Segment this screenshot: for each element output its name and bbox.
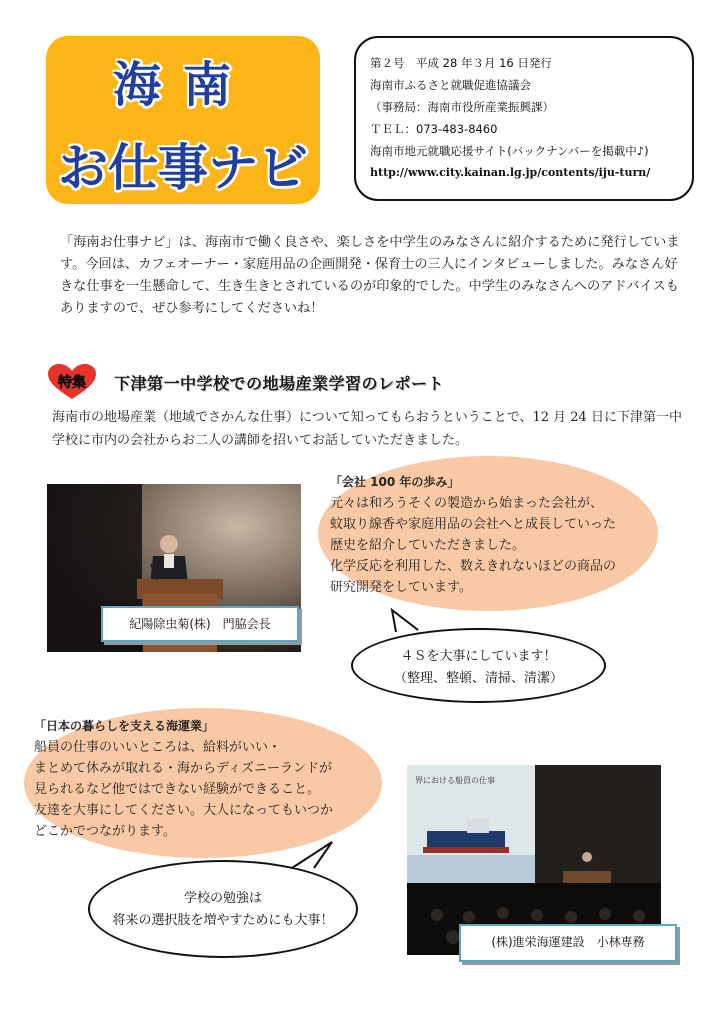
newsletter-title-line2: お仕事ナビ xyxy=(58,139,308,197)
section1-line: 化学反応を利用した、数えきれないほどの商品の xyxy=(330,559,617,574)
section1-line: 元々は和ろうそくの製造から始まった会社が、 xyxy=(330,496,604,511)
website-url[interactable]: http://www.city.kainan.lg.jp/contents/iju-turn/ xyxy=(370,166,651,179)
bubble2-line: 学校の勉強は xyxy=(183,891,262,906)
bubble1-line: （整理、整頓、清掃、清潔） xyxy=(393,671,563,686)
newsletter-title-block xyxy=(46,36,320,204)
section2-line: 見られるなど他ではできない経験ができること。 xyxy=(34,782,321,797)
section1-title: 「会社 100 年の歩み」 xyxy=(330,475,460,489)
intro-paragraph: 「海南お仕事ナビ」は、海南市で働く良さや、楽しさを中学生のみなさんに紹介するために発行しています。今回は、カフェオーナー・家庭用品の企画開発・保育士の三人にインタビューしました。みなさん好きな仕事を一生懸命して、生き生きとされているのが印象的でした。中学生のみなさんへのアドバイスもありますので、ぜひ参考にしてくださいね！ xyxy=(60,235,680,316)
feature-description: 海南市の地場産業（地域でさかんな仕事）について知ってもらおうということで、12 月 24 日に下津第一中学校に市内の会社からお二人の講師を招いてお話していただきました。 xyxy=(52,410,682,448)
website-label: 海南市地元就職応援サイト(バックナンバーを掲載中♪) xyxy=(370,144,649,158)
section2-line: まとめて休みが取れる・海からディズニーランドが xyxy=(34,761,332,776)
section2-text xyxy=(34,716,394,842)
section2-line: 船員の仕事のいいところは、給料がいい・ xyxy=(34,740,282,755)
section2-title: 「日本の暮らしを支える海運業」 xyxy=(34,719,215,733)
bubble2-tail xyxy=(288,840,334,870)
publication-info-box xyxy=(354,36,694,201)
bubble1-line: ４Ｓを大事にしています！ xyxy=(400,649,557,664)
organization-name: 海南市ふるさと就職促進協議会 xyxy=(370,78,531,92)
bubble1-tail xyxy=(390,608,430,634)
bubble2-line: 将来の選択肢を増やすためにも大事！ xyxy=(112,913,334,928)
issue-info: 第２号 平成 28 年３月 16 日発行 xyxy=(370,56,552,70)
speech-bubble-1 xyxy=(351,628,606,703)
section1-line: 研究開発をしています。 xyxy=(330,580,472,595)
section2-line: 友達を大事にしてください。大人になってもいつか xyxy=(34,803,334,818)
photo-caption-2: (株)進栄海運建設 小林専務 xyxy=(459,924,677,962)
section1-line: 蚊取り線香や家庭用品の会社へと成長していった xyxy=(330,517,617,532)
speech-bubble-2 xyxy=(88,860,358,958)
slide-text: 界における船員の仕事 xyxy=(415,776,495,785)
heart-icon xyxy=(46,363,98,401)
photo-caption-1: 紀陽除虫菊(株) 門脇会長 xyxy=(101,606,299,642)
feature-badge: 特集 xyxy=(58,375,86,391)
newsletter-title-line1: 海南 xyxy=(112,57,253,113)
phone-number: ＴＥＬ：073-483-8460 xyxy=(370,122,498,136)
office-info: （事務局：海南市役所産業振興課） xyxy=(370,100,554,114)
feature-title: 下津第一中学校での地場産業学習のレポート xyxy=(114,374,445,393)
section1-text xyxy=(330,472,670,598)
section1-line: 歴史を紹介していただきました。 xyxy=(330,538,526,553)
section2-line: どこかでつながります。 xyxy=(34,824,176,839)
